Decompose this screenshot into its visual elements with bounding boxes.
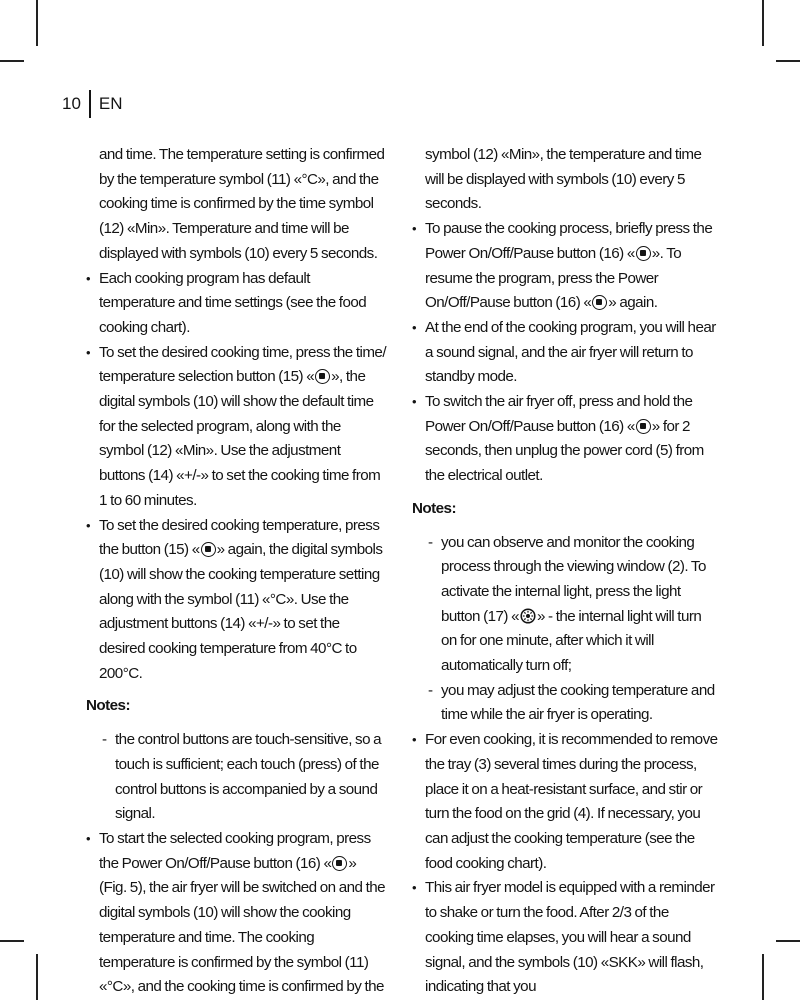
crop-mark-top-left — [36, 0, 38, 46]
bullet: • — [86, 344, 91, 360]
crop-mark-bottom-right — [762, 954, 764, 1000]
dash: - — [428, 681, 433, 699]
list-item: • Each cooking program has default temperature and time settings (see the food cooking chart). — [86, 267, 386, 341]
list-item: • To switch the air fryer off, press and hold the Power On/Off/Pause button (16) « » for 2 seconds, then unplug the power cord (5) from the electrical outlet. — [412, 390, 718, 489]
language-label: EN — [98, 94, 123, 113]
crop-mark-bottom-right-h — [776, 940, 800, 942]
crop-mark-top-right-h — [776, 60, 800, 62]
continued-paragraph: and time. The temperature setting is confirmed by the temperature symbol (11) «°C», and the cooking time is confirmed by the time symbol (12) «Min». Temperature and time will be displayed with symbols (10) every 5 seconds. — [99, 146, 385, 262]
power-button-icon — [636, 246, 651, 261]
bullet: • — [412, 221, 417, 237]
power-button-icon — [332, 856, 347, 871]
note-item: - the control buttons are touch-sensitive, so a touch is sufficient; each touch (press) of the control buttons is accompanied by a sound signal. — [86, 728, 386, 827]
power-button-icon — [592, 295, 607, 310]
light-button-icon — [520, 608, 536, 624]
list-item: • At the end of the cooking program, you will hear a sound signal, and the air fryer will return to standby mode. — [412, 316, 718, 390]
crop-mark-top-left-h — [0, 60, 24, 62]
bullet: • — [412, 319, 417, 335]
right-column — [412, 143, 718, 1000]
note-item: - you may adjust the cooking temperature and time while the air fryer is operating. — [412, 679, 718, 728]
list-item: • To start the selected cooking program, press the Power On/Off/Pause button (16) « » (Fig. 5), the air fryer will be switched on and the digital symbols (10) will show the cooking temperature and time. The cooking temperature is confirmed by the symbol (11) «°C», and the cooking time is confirmed by the — [86, 827, 386, 1000]
dash: - — [102, 731, 107, 749]
time-temp-button-icon — [201, 542, 216, 557]
page-header — [62, 90, 123, 118]
list-item: • To pause the cooking process, briefly press the Power On/Off/Pause button (16) « ». To resume the program, press the Power On/Off/Pause button (16) « » again. — [412, 217, 718, 316]
page-number: 10 — [62, 94, 81, 113]
left-column — [86, 143, 386, 1000]
bullet: • — [86, 517, 91, 533]
bullet: • — [412, 880, 417, 896]
time-temp-button-icon — [315, 369, 330, 384]
continued-paragraph: symbol (12) «Min», the temperature and time will be displayed with symbols (10) every 5 seconds. — [425, 146, 702, 213]
crop-mark-bottom-left — [36, 954, 38, 1000]
bullet: • — [86, 270, 91, 286]
note-item: - you can observe and monitor the cooking process through the viewing window (2). To activate the internal light, press the light button (17) « » - the internal light will turn on for one minute, after which it will automatically turn off; — [412, 531, 718, 679]
bullet: • — [86, 830, 91, 846]
list-item: • This air fryer model is equipped with a reminder to shake or turn the food. After 2/3 of the cooking time elapses, you will hear a sound signal, and the symbols (10) «SKK» will flash, indicating that you — [412, 876, 718, 1000]
crop-mark-bottom-left-h — [0, 940, 24, 942]
notes-heading: Notes: — [412, 499, 456, 517]
crop-mark-top-right — [762, 0, 764, 46]
power-button-icon — [636, 419, 651, 434]
list-item: • For even cooking, it is recommended to remove the tray (3) several times during the process, place it on a heat-resistant surface, and stir or turn the food on the grid (4). If necessary, you can adjust the cooking temperature (see the food cooking chart). — [412, 728, 718, 876]
bullet: • — [412, 732, 417, 748]
bullet: • — [412, 394, 417, 410]
notes-heading: Notes: — [86, 697, 130, 715]
list-item: • To set the desired cooking temperature, press the button (15) « » again, the digital symbols (10) will show the cooking temperature setting along with the symbol (11) «°C». Use the adjustment buttons (14) «+/-» to set the desired cooking temperature from 40°C to 200°C. — [86, 514, 386, 687]
list-item: • To set the desired cooking time, press the time/ temperature selection button (15) « », the digital symbols (10) will show the default time for the selected program, along with the symbol (12) «Min». Use the adjustment buttons (14) «+/-» to set the cooking time from 1 to 60 minutes. — [86, 341, 386, 514]
dash: - — [428, 533, 433, 551]
